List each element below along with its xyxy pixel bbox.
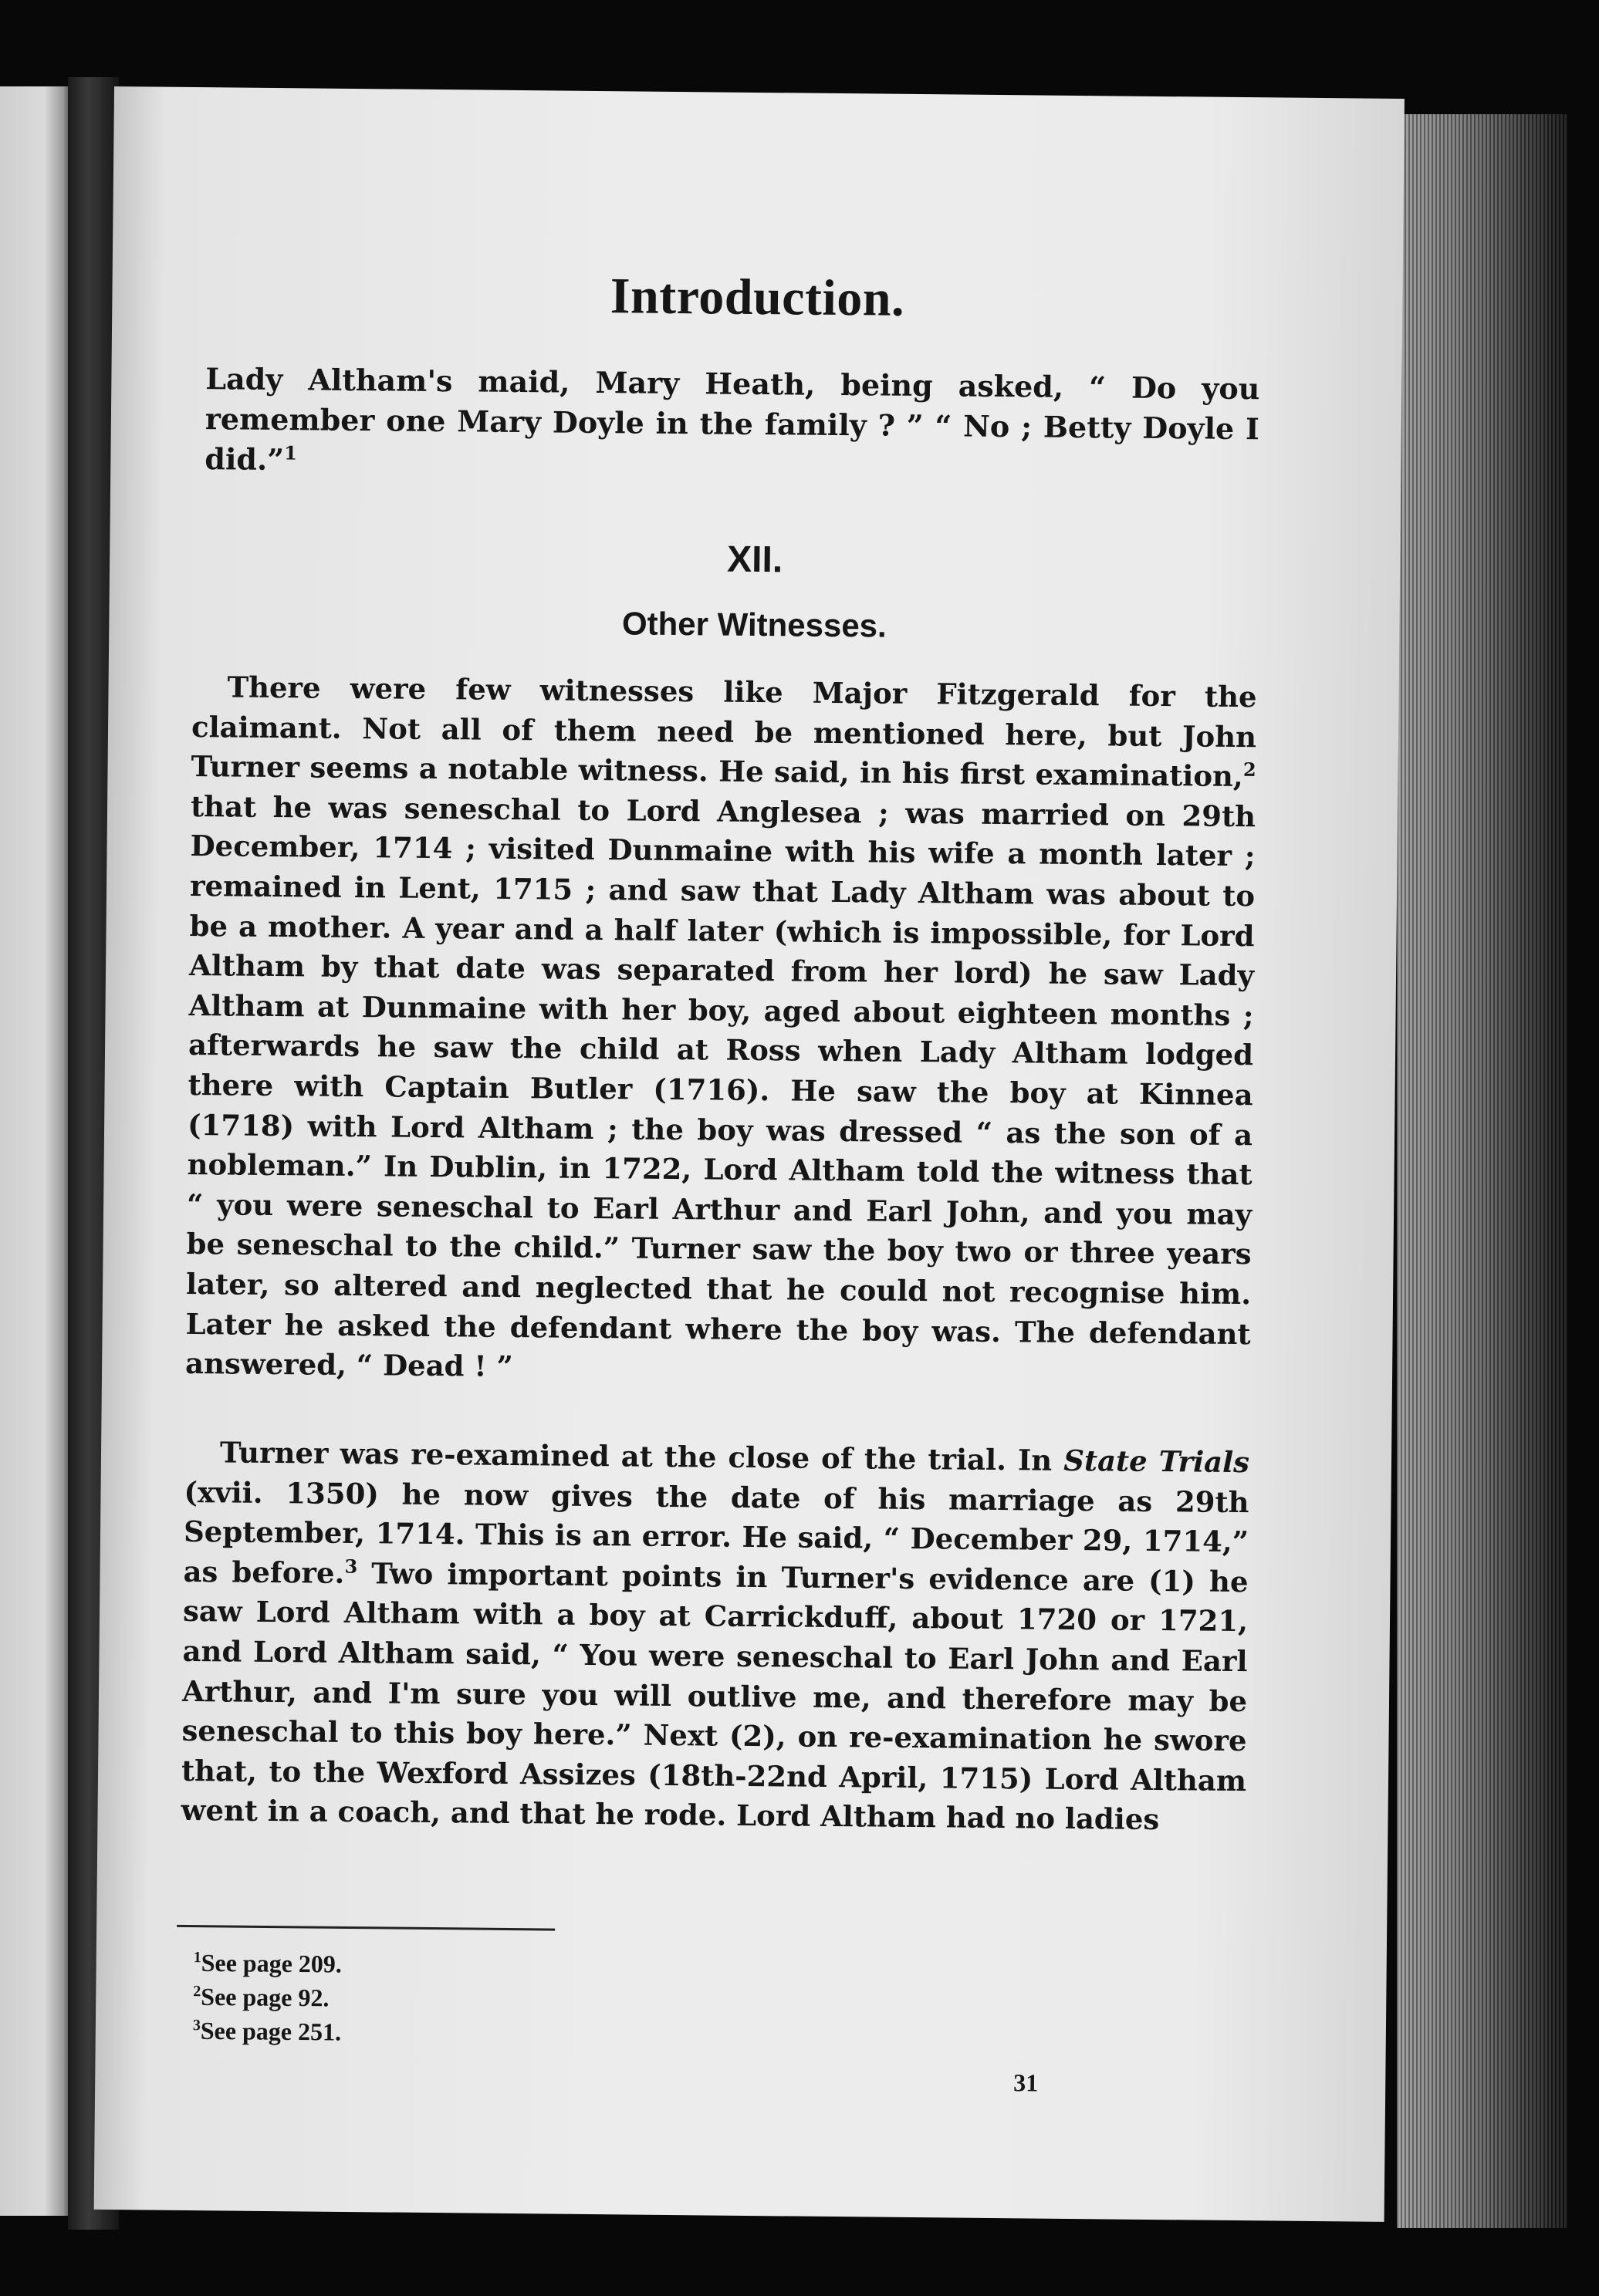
paragraph-1-part-b: that he was seneschal to Lord Anglesea ; was married on 29th December, 1714 ; visited Dunmaine with his wife a month later ; remained in Lent, 1715 ; and saw that Lady Altham was about to be a mother. A year and a half later (which is impossible, for Lord Altham by that date was separated from her lord) he saw Lady Altham at Dunmaine with her boy, aged about eighteen months ; afterwards he saw the child at Ross when Lady Altham lodged there with Captain Butler (1716). He saw the boy at Kinnea (1718) with Lord Altham ; the boy was dressed “ as the son of a nobleman.” In Dublin, in 1722, Lord Altham told the witness that “ you were seneschal to Earl Arthur and Earl John, and you may be seneschal to the child.” Turner saw the boy two or three years later, so altered and neglected that he could not recognise him. Later he asked the defendant where the boy was. The defendant answered, “ Dead ! ” [184,788,1256,1384]
footnote-1-mark: 1 [193,1949,201,1967]
footnote-2 [193,1976,330,2013]
intro-paragraph-text: Lady Altham's maid, Mary Heath, being asked, “ Do you remember one Mary Doyle in the family ? ” “ No ; Betty Doyle I did.” [205,361,1260,478]
paragraph-2-part-a: Turner was re-examined at the close of the trial. In [219,1435,1064,1477]
left-page-edge [0,86,74,2216]
paragraph-1-part-a: There were few witnesses like Major Fitzgerald for the claimant. Not all of them need be mentioned here, but John Turner seems a notable witness. He said, in his first examination, [191,670,1257,794]
footnote-ref-3: 3 [344,1555,358,1578]
section-title: Introduction. [610,268,905,327]
intro-paragraph [205,359,1259,489]
paragraph-2-part-b: (xvii. 1350) he now gives the date of his marriage as 29th September, 1714. This is an error. He said, “ December 29, 1714,” as before. [183,1474,1249,1590]
body-paragraph-2 [181,1433,1249,1841]
page-stack-edges [1397,114,1568,2228]
footnote-ref-1: 1 [284,441,298,464]
chapter-title: Other Witnesses. [621,605,887,644]
footnote-3-text: See page 251. [200,2016,342,2046]
footnote-2-text: See page 92. [201,1982,330,2012]
footnote-3-mark: 3 [192,2017,201,2034]
footnote-3 [193,2010,342,2047]
paragraph-2-italic-title: State Trials [1063,1443,1250,1480]
footnote-1 [194,1942,343,1979]
footnote-2-mark: 2 [193,1983,201,2001]
book-page [94,86,1405,2222]
body-paragraph-1 [185,667,1257,1394]
footnote-ref-2: 2 [1242,758,1256,782]
chapter-number: XII. [726,539,783,581]
page-number: 31 [1013,2068,1039,2097]
paragraph-2-part-c: Two important points in Turner's evidence are (1) he saw Lord Altham with a boy at Carrickduff, about 1720 or 1721, and Lord Altham said, “ You were seneschal to Earl John and Earl Arthur, and I'm sure you will outlive me, and therefore may be seneschal to this boy here.” Next (2), on re-examination he swore that, to the Wexford Assizes (18th-22nd April, 1715) Lord Altham went in a coach, and that he rode. Lord Altham had no ladies [181,1555,1249,1837]
footnote-divider [177,1925,555,1931]
footnote-1-text: See page 209. [201,1948,343,1978]
